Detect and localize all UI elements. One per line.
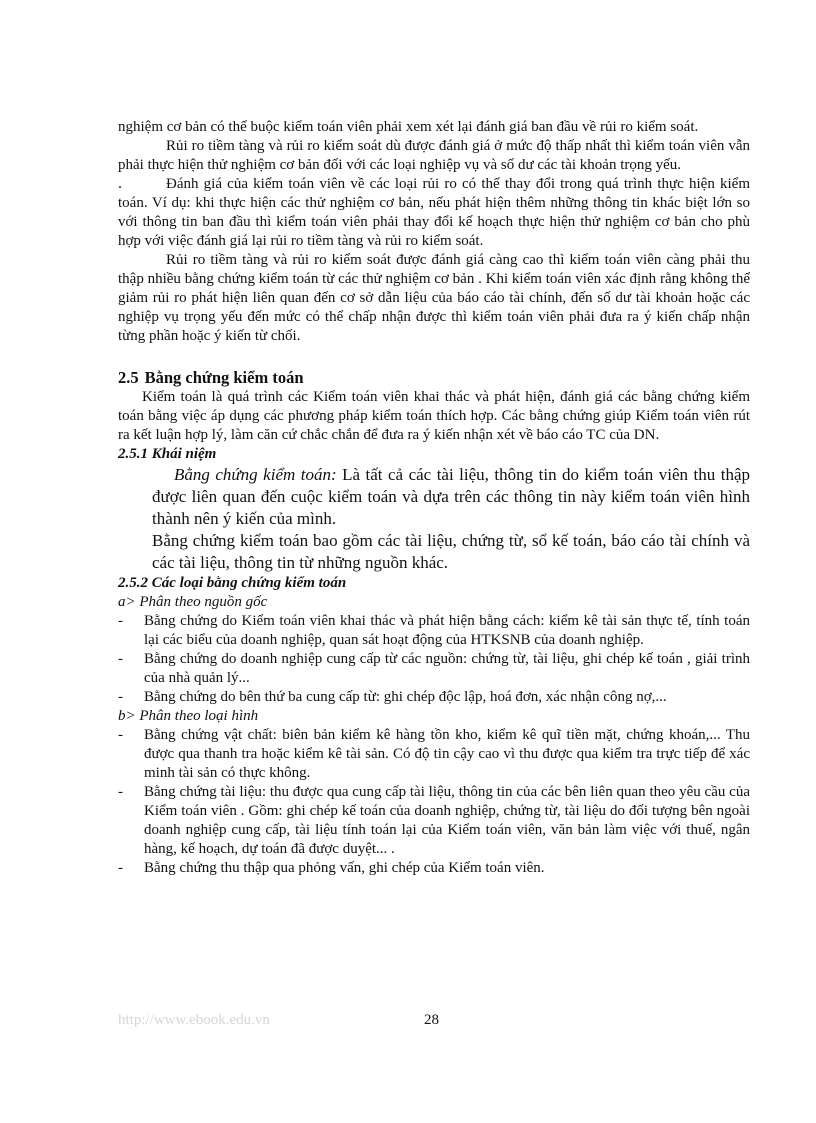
list-item: - Bằng chứng thu thập qua phỏng vấn, ghi chép của Kiểm toán viên.: [118, 860, 545, 876]
paragraph-risk-change: Đánh giá của kiểm toán viên về các loại rủi ro có thể thay đổi trong quá trình thực hiện kiểm toán. Ví dụ: khi thực hiện các thử nghiệm cơ bản, nếu phát hiện thêm những thông tin khác biệt lớn so với thông tin ban đầu thì kiểm toán viên phải thay đổi kế hoạch thực hiện thử nghiệm cơ bản cho phù hợp với việc đánh giá lại rủi ro tiềm tàng và rủi ro kiểm soát.: [118, 176, 750, 249]
classification-b-title: b> Phân theo loại hình: [118, 708, 259, 724]
stray-dot: .: [118, 175, 122, 192]
definition-scope: Bằng chứng kiểm toán bao gồm các tài liệu, chứng từ, sổ kế toán, báo cáo tài chính và các tài liệu, thông tin từ những nguồn khác.: [152, 531, 750, 572]
section-number: 2.5: [118, 368, 139, 387]
paragraph-risk-high: Rủi ro tiềm tàng và rủi ro kiểm soát được đánh giá càng cao thì kiểm toán viên càng phải thu thập nhiều bằng chứng kiểm toán từ các thử nghiệm cơ bản . Khi kiểm toán viên xác định rằng không thể giảm rủi ro phát hiện liên quan đến cơ sở dẫn liệu của báo cáo tài chính, đến số dư tài khoản hoặc các nghiệp vụ trọng yếu đến mức có thể chấp nhận được thì kiểm toán viên phải đưa ra ý kiến chấp nhận từng phần hoặc ý kiến từ chối.: [118, 252, 750, 344]
section-heading: [118, 368, 750, 388]
definition-text: Là tất cả các tài liệu, thông tin do kiểm toán viên thu thập được liên quan đến cuộc kiểm toán và dựa trên các thông tin này kiểm toán viên hình thành nên ý kiến của mình.: [152, 465, 750, 528]
classification-b-list: [118, 726, 750, 878]
page-body: [118, 118, 750, 878]
page-number: 28: [424, 1012, 439, 1028]
definition-lead: Bằng chứng kiểm toán:: [174, 465, 337, 484]
list-item: - Bằng chứng do bên thứ ba cung cấp từ: ghi chép độc lập, hoá đơn, xác nhận công nợ,...: [118, 689, 667, 705]
definition-paragraph: [118, 464, 750, 530]
page-footer: [118, 1012, 750, 1032]
list-item: - Bằng chứng do doanh nghiệp cung cấp từ các nguồn: chứng từ, tài liệu, ghi chép kế toán , giải trình của nhà quản lý...: [118, 651, 750, 686]
list-item: - Bằng chứng do Kiểm toán viên khai thác và phát hiện bằng cách: kiểm kê tài sản thực tế, tính toán lại các biểu của doanh nghiệp, quan sát hoạt động của HTKSNB của doanh nghiệp.: [118, 613, 750, 648]
classification-a-title: a> Phân theo nguồn gốc: [118, 594, 268, 610]
classification-a-list: [118, 612, 750, 707]
section-intro: Kiểm toán là quá trình các Kiểm toán viên khai thác và phát hiện, đánh giá các bằng chứng kiểm toán bằng việc áp dụng các phương pháp kiểm toán thích hợp. Các bằng chứng giúp Kiểm toán viên rút ra kết luận hợp lý, làm căn cứ chắc chắn để đưa ra ý kiến nhận xét về báo cáo TC của DN.: [118, 389, 750, 443]
list-item: - Bằng chứng vật chất: biên bản kiểm kê hàng tồn kho, kiểm kê quĩ tiền mặt, chứng khoán,... Thu được qua thanh tra hoặc kiểm kê tài sản. Có độ tin cậy cao vì thu được qua kiểm tra trực tiếp để xác minh tài sản có thực không.: [118, 727, 750, 781]
paragraph-risk-change-wrap: [118, 175, 750, 251]
paragraph-continuation: nghiệm cơ bản có thể buộc kiểm toán viên phải xem xét lại đánh giá ban đầu về rủi ro kiểm soát.: [118, 119, 699, 135]
footer-url-watermark: http://www.ebook.edu.vn: [118, 1012, 270, 1028]
section-title: Bằng chứng kiểm toán: [144, 368, 304, 387]
subsection-heading-1: 2.5.1 Khái niệm: [118, 446, 217, 462]
list-item: - Bằng chứng tài liệu: thu được qua cung cấp tài liệu, thông tin của các bên liên quan theo yêu cầu của Kiểm toán viên . Gồm: ghi chép kế toán của doanh nghiệp, chứng từ, tài liệu do đối tượng bên ngoài doanh nghiệp cung cấp, tài liệu tính toán lại của Kiểm toán viên, văn bản làm việc với thuế, ngân hàng, kế hoạch, dự toán đã được duyệt... .: [118, 784, 750, 857]
subsection-heading-2: 2.5.2 Các loại bằng chứng kiểm toán: [118, 575, 347, 591]
paragraph-risk-low: Rủi ro tiềm tàng và rủi ro kiểm soát dù được đánh giá ở mức độ thấp nhất thì kiểm toán viên vẫn phải thực hiện thử nghiệm cơ bản đối với các loại nghiệp vụ và số dư các tài khoản trọng yếu.: [118, 138, 750, 173]
